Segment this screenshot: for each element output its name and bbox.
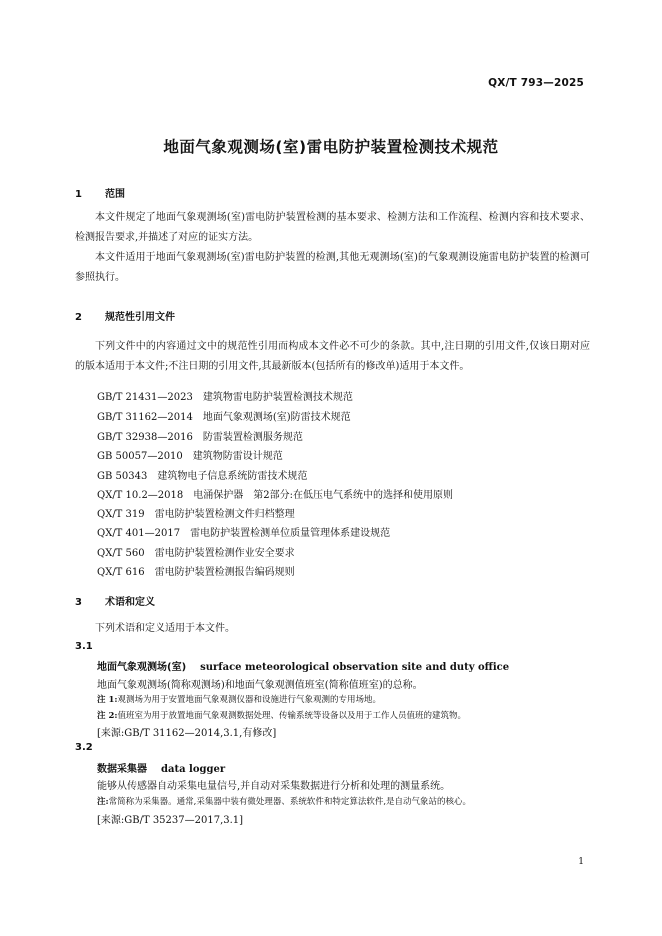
reference-item <box>97 470 307 484</box>
scope-paragraph-1: 本文件规定了地面气象观测场(室)雷电防护装置检测的基本要求、检测方法和工作流程、检测内容和技术要求、检测报告要求,并描述了对应的证实方法。 <box>75 212 590 243</box>
reference-title: 雷电防护装置检测报告编码规则 <box>154 567 295 578</box>
reference-title: 建筑物防雷设计规范 <box>192 451 283 462</box>
section-3-heading <box>75 593 155 608</box>
term-english: surface meteorological observation site and duty office <box>200 662 510 673</box>
reference-item <box>97 431 303 445</box>
reference-code: QX/T 560 <box>97 548 145 559</box>
reference-code: QX/T 319 <box>97 509 145 520</box>
reference-title: 防雷装置检测服务规范 <box>202 432 303 443</box>
term-source: [来源:GB/T 31162—2014,3.1,有修改] <box>97 728 277 739</box>
reference-code: GB/T 31162—2014 <box>97 412 193 423</box>
section-title: 范围 <box>105 189 125 200</box>
reference-code: GB/T 21431—2023 <box>97 392 193 403</box>
note-text: 常简称为采集器。通常,采集器中装有微处理器、系统软件和特定算法软件,是自动气象站的核心。 <box>108 797 472 807</box>
term-note <box>97 693 381 705</box>
term-number: 3.1 <box>75 641 93 652</box>
reference-code: QX/T 10.2—2018 <box>97 490 184 501</box>
reference-item <box>97 489 453 503</box>
normative-references-intro: 下列文件中的内容通过文中的规范性引用而构成本文件必不可少的条款。其中,注日期的引用文件,仅该日期对应的版本适用于本文件;不注日期的引用文件,其最新版本(包括所有的修改单)适用于本文件。 <box>75 341 590 372</box>
reference-item <box>97 450 283 464</box>
term-heading <box>97 658 509 673</box>
section-2-heading <box>75 308 175 323</box>
term-definition: 能够从传感器自动采集电量信号,并自动对采集数据进行分析和处理的测量系统。 <box>97 781 451 792</box>
reference-title: 建筑物雷电防护装置检测技术规范 <box>202 392 353 403</box>
reference-title: 建筑物电子信息系统防雷技术规范 <box>157 471 308 482</box>
reference-item <box>97 411 351 425</box>
scope-paragraph-2: 本文件适用于地面气象观测场(室)雷电防护装置的检测,其他无观测场(室)的气象观测设施雷电防护装置的检测可参照执行。 <box>75 252 590 283</box>
reference-title: 电涌保护器 第2部分:在低压电气系统中的选择和使用原则 <box>193 490 453 501</box>
term-definition: 地面气象观测场(简称观测场)和地面气象观测值班室(简称值班室)的总称。 <box>97 680 423 691</box>
reference-title: 地面气象观测场(室)防雷技术规范 <box>202 412 351 423</box>
term-source: [来源:GB/T 35237—2017,3.1] <box>97 815 244 826</box>
term-number: 3.2 <box>75 742 93 753</box>
reference-code: GB 50343 <box>97 471 148 482</box>
standard-number: QX/T 793—2025 <box>488 77 584 89</box>
reference-code: GB 50057—2010 <box>97 451 183 462</box>
term-english: data logger <box>161 764 226 775</box>
term-heading <box>97 760 225 775</box>
section-1-heading <box>75 185 125 200</box>
terms-intro: 下列术语和定义适用于本文件。 <box>95 623 235 634</box>
note-text: 观测场为用于安置地面气象观测仪器和设施进行气象观测的专用场地。 <box>117 695 382 705</box>
term-note <box>97 709 466 721</box>
section-title: 规范性引用文件 <box>105 312 175 323</box>
note-label: 注 1: <box>97 695 118 705</box>
section-number: 1 <box>75 189 82 200</box>
term-note <box>97 795 471 807</box>
page-number: 1 <box>578 857 584 867</box>
reference-code: QX/T 401—2017 <box>97 528 181 539</box>
term-chinese: 数据采集器 <box>97 764 147 775</box>
reference-title: 雷电防护装置检测文件归档整理 <box>154 509 295 520</box>
reference-item <box>97 547 295 561</box>
reference-title: 雷电防护装置检测单位质量管理体系建设规范 <box>190 528 391 539</box>
section-title: 术语和定义 <box>105 597 155 608</box>
note-label: 注: <box>97 797 109 807</box>
note-text: 值班室为用于放置地面气象观测数据处理、传输系统等设备以及用于工作人员值班的建筑物。 <box>117 711 467 721</box>
reference-title: 雷电防护装置检测作业安全要求 <box>154 548 295 559</box>
reference-item <box>97 391 353 405</box>
reference-code: GB/T 32938—2016 <box>97 432 193 443</box>
reference-code: QX/T 616 <box>97 567 145 578</box>
document-title: 地面气象观测场(室)雷电防护装置检测技术规范 <box>163 138 499 156</box>
reference-item <box>97 508 295 522</box>
section-number: 3 <box>75 597 82 608</box>
note-label: 注 2: <box>97 711 118 721</box>
term-chinese: 地面气象观测场(室) <box>97 662 187 673</box>
section-number: 2 <box>75 312 82 323</box>
reference-item <box>97 566 295 580</box>
reference-item <box>97 527 390 541</box>
